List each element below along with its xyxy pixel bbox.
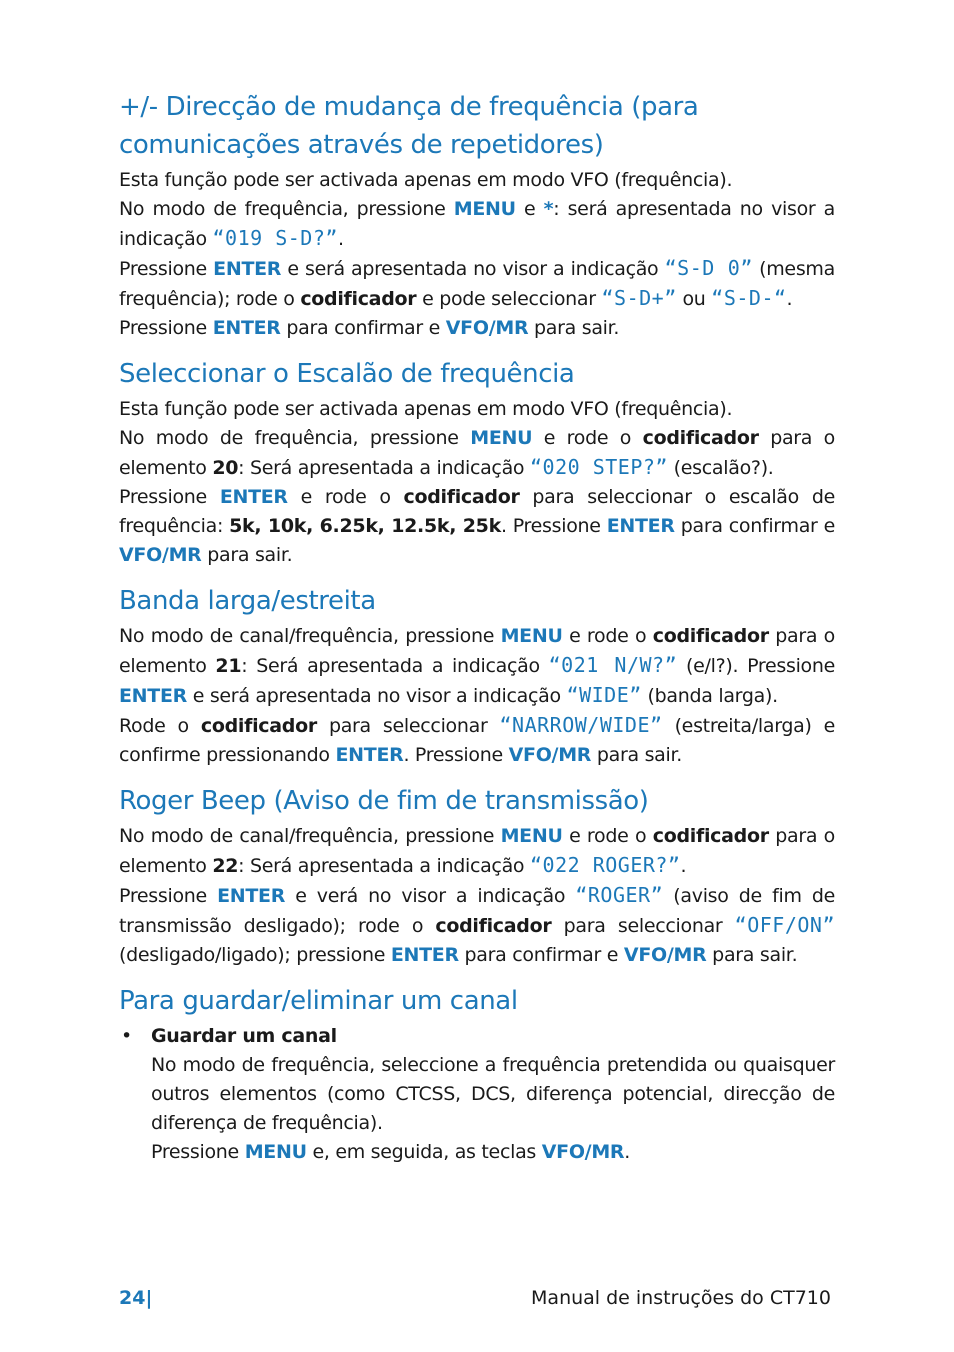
paragraph-step-select xyxy=(119,483,835,570)
paragraph-menu-instruction xyxy=(119,424,835,483)
display-text-off-on: “OFF/ON” xyxy=(734,913,835,937)
text: para sair. xyxy=(591,744,683,766)
page-number: 24| xyxy=(119,1287,153,1309)
text: (mesma frequência); rode o xyxy=(119,258,835,310)
text: para o elemento xyxy=(119,825,835,877)
display-text-narrow-wide: “NARROW/WIDE” xyxy=(499,713,663,737)
bold-codificador: codificador xyxy=(642,427,759,449)
text: para o elemento xyxy=(119,427,836,479)
text: e rode o xyxy=(562,825,653,847)
heading-frequency-step: Seleccionar o Escalão de frequência xyxy=(119,359,575,389)
display-text-021: “021 N/W?” xyxy=(548,653,678,677)
section-repeater-shift xyxy=(119,88,835,343)
text: No modo de frequência, pressione xyxy=(119,198,454,220)
list-item xyxy=(119,1022,835,1167)
text: (estreita/larga) e confirme pressionando xyxy=(119,715,835,766)
bold-step-values: 5k, 10k, 6.25k, 12.5k, 25k xyxy=(229,515,501,537)
text: Rode o xyxy=(119,715,201,737)
display-text-020: “020 STEP?” xyxy=(529,455,668,479)
key-menu: MENU xyxy=(500,825,563,847)
display-text-wide: “WIDE” xyxy=(566,683,642,707)
text: para o elemento xyxy=(119,625,835,677)
manual-title: Manual de instruções do CT710 xyxy=(531,1287,831,1309)
key-enter: ENTER xyxy=(335,744,404,766)
bold-item-number: 20 xyxy=(212,457,239,479)
paragraph-confirm xyxy=(119,314,835,343)
key-enter: ENTER xyxy=(213,258,282,280)
text: e pode seleccionar xyxy=(416,288,602,310)
section-bandwidth xyxy=(119,582,835,770)
text: . Pressione xyxy=(500,515,607,537)
paragraph-vfo-only: Esta função pode ser activada apenas em modo VFO (frequência). xyxy=(119,169,733,191)
text: (escalão?). xyxy=(667,457,774,479)
key-vfo-mr: VFO/MR xyxy=(508,744,592,766)
paragraph-save-instruction: No modo de frequência, seleccione a frequência pretendida ou quaisquer outros elementos (como CTCSS, DCS, diferença potencial, direcção de diferença de frequência). xyxy=(151,1054,835,1134)
text: Pressione xyxy=(119,317,213,339)
bold-codificador: codificador xyxy=(652,825,769,847)
text: . Pressione xyxy=(403,744,509,766)
text: (aviso de fim de transmissão desligado); rode o xyxy=(119,885,835,937)
text: para confirmar e xyxy=(458,944,624,966)
key-enter: ENTER xyxy=(217,885,286,907)
text: e verá no visor a indicação xyxy=(285,885,576,907)
heading-repeater-shift: +/- Direcção de mudança de frequência (para comunicações através de repetidores) xyxy=(119,92,699,160)
bold-codificador: codificador xyxy=(200,715,317,737)
bold-codificador: codificador xyxy=(300,288,417,310)
paragraph-save-keys xyxy=(151,1138,835,1167)
display-text-022: “022 ROGER?” xyxy=(529,853,681,877)
paragraph-bandwidth-menu xyxy=(119,622,835,711)
paragraph-menu-instruction xyxy=(119,195,835,254)
heading-save-channel: Para guardar/eliminar um canal xyxy=(119,986,518,1016)
key-menu: MENU xyxy=(470,427,533,449)
key-menu: MENU xyxy=(453,198,516,220)
key-vfo-mr: VFO/MR xyxy=(445,317,529,339)
key-enter: ENTER xyxy=(212,317,281,339)
bold-item-number: 22 xyxy=(212,855,239,877)
text: (banda larga). xyxy=(641,685,778,707)
text: No modo de canal/frequência, pressione xyxy=(119,625,501,647)
bullet-list xyxy=(119,1022,835,1167)
text: . xyxy=(786,288,793,310)
text: e será apresentada no visor a indicação xyxy=(281,258,665,280)
paragraph-roger-menu xyxy=(119,822,835,881)
display-text-sd-plus: “S-D+” xyxy=(601,286,677,310)
display-text-019: “019 S-D?” xyxy=(212,226,338,250)
text: . xyxy=(337,228,344,250)
bold-codificador: codificador xyxy=(652,625,769,647)
text: ou xyxy=(676,288,712,310)
text: : Será apresentada a indicação xyxy=(241,655,549,677)
display-text-sd-minus: “S-D-“ xyxy=(711,286,787,310)
text: e xyxy=(515,198,544,220)
section-roger-beep xyxy=(119,782,835,970)
text: e rode o xyxy=(532,427,643,449)
text: : Será apresentada a indicação xyxy=(238,457,530,479)
text: : Será apresentada a indicação xyxy=(238,855,530,877)
text: para confirmar e xyxy=(280,317,446,339)
key-star: * xyxy=(543,198,554,220)
display-text-roger: “ROGER” xyxy=(575,883,664,907)
text: No modo de frequência, pressione xyxy=(119,427,471,449)
text: Pressione xyxy=(151,1141,245,1163)
key-enter: ENTER xyxy=(606,515,675,537)
text: Pressione xyxy=(119,486,220,508)
key-vfo-mr: VFO/MR xyxy=(119,544,202,566)
text: e, em seguida, as teclas xyxy=(306,1141,542,1163)
page-footer xyxy=(119,1283,831,1313)
key-enter: ENTER xyxy=(390,944,459,966)
text: : será apresentada no visor a indicação xyxy=(119,198,836,250)
key-menu: MENU xyxy=(500,625,563,647)
bold-item-number: 21 xyxy=(215,655,242,677)
paragraph-roger-select xyxy=(119,881,835,970)
heading-roger-beep: Roger Beep (Aviso de fim de transmissão) xyxy=(119,786,649,816)
text: (e/l?). Pressione xyxy=(677,655,836,677)
text: . xyxy=(624,1141,631,1163)
text: . xyxy=(680,855,687,877)
text: para seleccionar o escalão de frequência: xyxy=(119,486,835,537)
text: para seleccionar xyxy=(316,715,500,737)
page-content xyxy=(119,88,835,1179)
text: para sair. xyxy=(201,544,293,566)
item-title: Guardar um canal xyxy=(151,1025,337,1047)
text: Pressione xyxy=(119,258,214,280)
text: para sair. xyxy=(706,944,798,966)
paragraph-enter-instruction xyxy=(119,254,835,314)
text: para seleccionar xyxy=(551,915,735,937)
key-vfo-mr: VFO/MR xyxy=(623,944,707,966)
paragraph-bandwidth-select xyxy=(119,711,835,770)
display-text-sd0: “S-D 0” xyxy=(664,256,753,280)
key-enter: ENTER xyxy=(119,685,187,707)
text: No modo de canal/frequência, pressione xyxy=(119,825,501,847)
text: e rode o xyxy=(287,486,404,508)
text: Pressione xyxy=(119,885,218,907)
text: e rode o xyxy=(562,625,653,647)
key-vfo-mr: VFO/MR xyxy=(541,1141,625,1163)
bullet-icon: • xyxy=(121,1025,133,1047)
paragraph-vfo-only: Esta função pode ser activada apenas em modo VFO (frequência). xyxy=(119,398,733,420)
bold-codificador: codificador xyxy=(435,915,552,937)
key-enter: ENTER xyxy=(219,486,288,508)
key-menu: MENU xyxy=(244,1141,307,1163)
bold-codificador: codificador xyxy=(403,486,520,508)
heading-bandwidth: Banda larga/estreita xyxy=(119,586,376,616)
text: para sair. xyxy=(528,317,620,339)
section-save-channel xyxy=(119,982,835,1167)
text: para confirmar e xyxy=(674,515,835,537)
text: e será apresentada no visor a indicação xyxy=(186,685,567,707)
section-frequency-step xyxy=(119,355,835,570)
text: (desligado/ligado); pressione xyxy=(119,944,391,966)
